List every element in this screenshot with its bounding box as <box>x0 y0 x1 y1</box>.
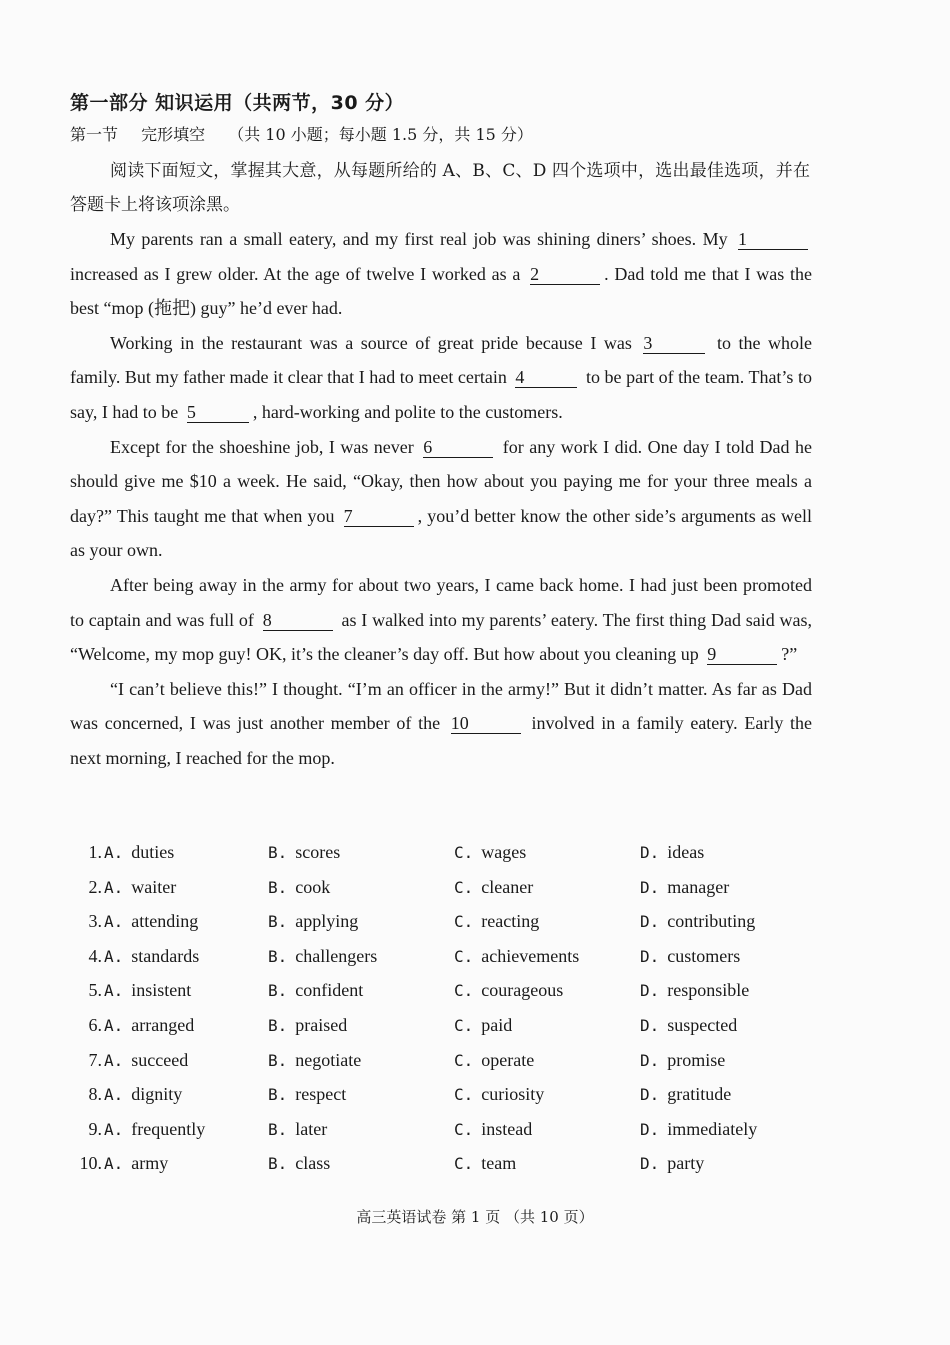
option-a: A. arranged <box>104 1014 195 1035</box>
option-b: B. confident <box>268 980 364 1001</box>
option-a: A. duties <box>104 842 175 862</box>
question-number: 5. <box>88 980 102 1001</box>
option-a: A. waiter <box>104 876 177 897</box>
option-c: C. cleaner <box>454 876 534 897</box>
question-row <box>70 911 830 946</box>
section-title <box>70 122 551 145</box>
question-row <box>70 980 830 1015</box>
option-a: A. dignity <box>104 1084 183 1105</box>
option-c: C. paid <box>454 1014 513 1035</box>
option-c: C. curiosity <box>454 1084 545 1105</box>
section-score: （共 10 小题；每小题 1.5 分，共 15 分） <box>228 125 533 144</box>
option-c: C. instead <box>454 1118 533 1139</box>
option-d: D. gratitude <box>640 1084 732 1105</box>
passage-paragraph-3 <box>70 430 812 568</box>
question-row <box>70 1084 830 1119</box>
option-c: C. courageous <box>454 980 564 1001</box>
option-c: C. achievements <box>454 945 580 966</box>
option-b: B. negotiate <box>268 1049 362 1070</box>
option-a: A. attending <box>104 911 199 932</box>
option-c: C. wages <box>454 842 527 862</box>
question-row <box>70 1119 830 1154</box>
cloze-passage <box>70 222 812 776</box>
passage-text: , you’d better know the other side’s arguments as well as your own. <box>70 505 812 561</box>
question-number: 9. <box>88 1118 102 1139</box>
question-number: 2. <box>88 876 102 897</box>
instructions: 阅读下面短文，掌握其大意，从每题所给的 A、B、C、D 四个选项中，选出最佳选项，并在答题卡上将该项涂黑。 <box>70 161 810 215</box>
question-row <box>70 1050 830 1085</box>
question-row <box>70 1015 830 1050</box>
answer-options <box>70 842 830 1188</box>
blank-1: 1 <box>738 229 808 250</box>
passage-text: My parents ran a small eatery, and my first real job was shining diners’ shoes. My <box>110 229 728 249</box>
passage-text: Working in the restaurant was a source of great pride because I was <box>110 332 632 353</box>
passage-text: as I walked into my parents’ eatery. The first thing Dad said was, “Welcome, my mop guy! OK, it’s the cleaner’s day off. But how about you cleaning up <box>70 609 813 665</box>
question-number: 7. <box>88 1049 102 1070</box>
passage-text: to the whole family. But my father made it clear that I had to meet certain <box>70 332 813 388</box>
option-d: D. responsible <box>640 980 750 1001</box>
passage-paragraph-4 <box>70 568 812 672</box>
question-number: 3. <box>88 911 102 932</box>
passage-text: “I can’t believe this!” I thought. “I’m an officer in the army!” But it didn’t matter. As far as Dad was concerned, I was just another member of the <box>70 678 812 734</box>
question-number: 1. <box>88 842 102 862</box>
section-type: 完形填空 <box>141 125 206 144</box>
option-a: A. standards <box>104 945 200 966</box>
blank-9: 9 <box>707 644 777 665</box>
passage-text: to be part of the team. That’s to say, I had to be <box>70 367 812 422</box>
option-d: D. suspected <box>640 1014 738 1035</box>
blank-8: 8 <box>263 610 333 631</box>
option-b: B. cook <box>268 876 331 897</box>
passage-text: After being away in the army for about two years, I came back home. I had just been promoted to captain and was full of <box>70 574 812 630</box>
blank-7: 7 <box>344 506 414 527</box>
option-b: B. scores <box>268 842 341 862</box>
blank-6: 6 <box>423 437 493 458</box>
option-c: C. reacting <box>454 911 540 932</box>
option-d: D. contributing <box>640 911 756 932</box>
option-c: C. team <box>454 1153 517 1174</box>
passage-text: , hard-working and polite to the customers. <box>252 401 563 422</box>
passage-text: Except for the shoeshine job, I was never <box>110 436 414 457</box>
section-name: 第一节 <box>70 125 119 144</box>
question-number: 10. <box>79 1153 102 1174</box>
option-d: D. party <box>640 1153 705 1174</box>
passage-text: . Dad told me that I was the best “mop (拖把) guy” he’d ever had. <box>70 263 813 319</box>
question-row <box>70 1153 830 1188</box>
option-d: D. manager <box>640 876 730 897</box>
question-row <box>70 946 830 981</box>
part-title: 第一部分 知识运用（共两节，30 分） <box>70 92 405 114</box>
option-b: B. applying <box>268 911 359 932</box>
option-b: B. class <box>268 1153 331 1174</box>
passage-paragraph-2 <box>70 326 812 430</box>
option-b: B. respect <box>268 1084 347 1105</box>
option-a: A. frequently <box>104 1118 206 1139</box>
question-row <box>70 877 830 912</box>
passage-text: ?” <box>781 644 798 665</box>
blank-10: 10 <box>451 713 521 734</box>
option-c: C. operate <box>454 1049 535 1070</box>
option-d: D. promise <box>640 1049 726 1070</box>
passage-text: involved in a family eatery. Early the next morning, I reached for the mop. <box>70 713 813 768</box>
option-a: A. succeed <box>104 1049 189 1070</box>
blank-3: 3 <box>643 333 705 354</box>
option-b: B. praised <box>268 1014 348 1035</box>
option-b: B. challengers <box>268 945 378 966</box>
blank-5: 5 <box>187 402 249 423</box>
blank-4: 4 <box>515 367 577 388</box>
option-d: D. ideas <box>640 842 705 862</box>
question-number: 6. <box>88 1014 102 1035</box>
option-d: D. customers <box>640 945 741 966</box>
option-b: B. later <box>268 1118 328 1139</box>
passage-paragraph-1 <box>70 222 812 326</box>
blank-2: 2 <box>530 264 600 285</box>
question-number: 4. <box>88 945 102 966</box>
passage-text: for any work I did. One day I told Dad he should give me $10 a week. He said, “Okay, then how about you paying me for your three meals a day?” This taught me that when you <box>70 436 813 526</box>
page-footer: 高三英语试卷 第 1 页 （共 10 页） <box>356 1208 594 1226</box>
passage-paragraph-5 <box>70 672 812 776</box>
question-row <box>70 842 830 877</box>
option-a: A. insistent <box>104 980 192 1001</box>
option-a: A. army <box>104 1153 169 1174</box>
question-number: 8. <box>88 1084 102 1105</box>
option-d: D. immediately <box>640 1118 758 1139</box>
passage-text: increased as I grew older. At the age of twelve I worked as a <box>70 263 521 284</box>
